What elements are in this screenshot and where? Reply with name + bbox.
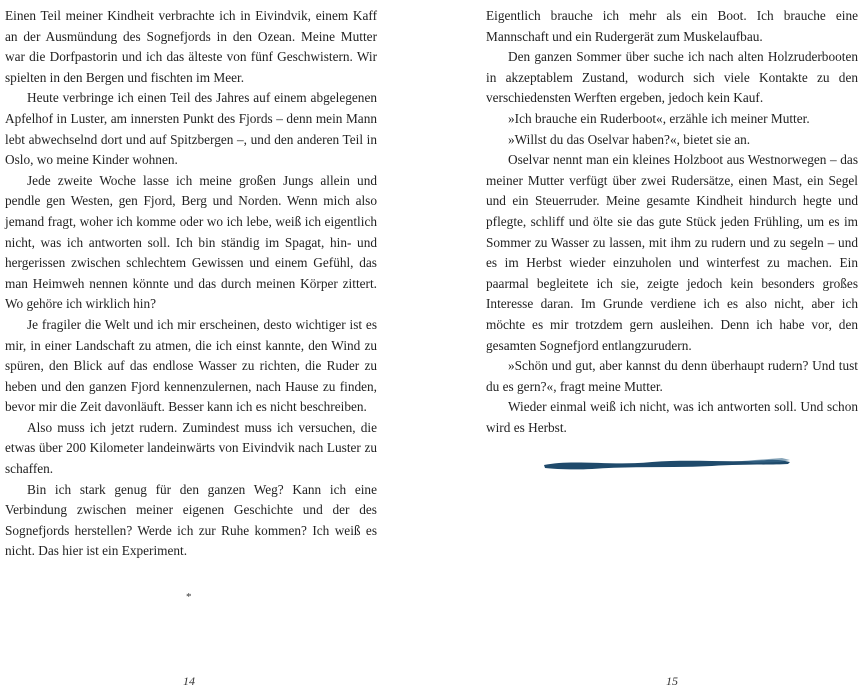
brush-stroke-decoration: [542, 453, 792, 475]
paragraph: Oselvar nennt man ein kleines Holzboot aus Westnorwegen – das meiner Mutter verfügt über zwei Rudersätze, einen Mast, ein Segel und ein Steuerruder. Meine gesamte Kindheit hindurch hegte und pflegte, schliff und ölte sie das gute Stück jeden Frühling, um es im Sommer zu Wasser zu lassen, mit ihm zu rudern und zu segeln – und es im Herbst wieder einzuholen und winterfest zu machen. Ein paarmal begleitete ich sie, zeigte jedoch kein besonders großes Interesse daran. Im Grunde verdiene ich es also nicht, aber ich möchte es mir trotzdem gern ausleihen. Denn ich habe vor, den gesamten Sognefjord entlangzurudern.: [486, 152, 858, 353]
page-number-left: 14: [183, 674, 195, 688]
paragraph: Also muss ich jetzt rudern. Zumindest muss ich versuchen, die etwas über 200 Kilometer landeinwärts von Eivindvik nach Luster zu schaffen.: [5, 419, 377, 477]
paragraph: Je fragiler die Welt und ich mir erscheinen, desto wichtiger ist es mir, in einer Landschaft zu atmen, die ich einst kannte, den Wind zu spüren, den Blick auf das endlose Wasser zu richten, die Ruder zu heben und den ganzen Fjord kennenzulernen, nach Hause zu finden, bevor mir die Zeit davonläuft. Besser kann ich es nicht beschreiben.: [5, 316, 377, 415]
paragraph: Eigentlich brauche ich mehr als ein Boot. Ich brauche eine Mannschaft und ein Rudergerät zum Muskelaufbau.: [486, 8, 858, 44]
paragraph: Wieder einmal weiß ich nicht, was ich antworten soll. Und schon wird es Herbst.: [486, 399, 858, 435]
left-page: [5, 6, 377, 562]
section-separator: *: [186, 591, 192, 603]
paragraph: »Ich brauche ein Ruderboot«, erzähle ich meiner Mutter.: [508, 110, 810, 126]
paragraph: Den ganzen Sommer über suche ich nach alten Holzruderbooten in akzeptablem Zustand, wodurch sich viele Kontakte zu den verschiedensten Werften ergeben, jedoch kein Kauf.: [486, 49, 858, 106]
paragraph: Heute verbringe ich einen Teil des Jahres auf einem abgelegenen Apfelhof in Luster, am innersten Punkt des Fjords – denn mein Mann lebt abwechselnd dort und auf Spitzbergen –, und den anderen Teil in Oslo, wo meine Kinder wohnen.: [5, 90, 377, 168]
paragraph: »Willst du das Oselvar haben?«, bietet sie an.: [508, 131, 751, 147]
paragraph: »Schön und gut, aber kannst du denn überhaupt rudern? Und tust du es gern?«, fragt meine Mutter.: [486, 358, 858, 394]
paragraph: Jede zweite Woche lasse ich meine großen Jungs allein und pendle gen Westen, gen Fjord, Berg und Norden. Wenn mich also jemand fragt, woher ich komme oder wo ich lebe, weiß ich eigentlich nicht, was ich antworten soll. Ich bin ständig im Spagat, hin- und hergerissen zwischen schlechtem Gewissen und einem Gefühl, das man Heimweh nennen könnte und das durch meinen Körper zittert. Wo gehöre ich wirklich hin?: [5, 172, 377, 312]
paragraph: Bin ich stark genug für den ganzen Weg? Kann ich eine Verbindung zwischen meiner eigenen Geschichte und der des Sognefjords herstellen? Werde ich zur Ruhe kommen? Ich weiß es nicht. Das hier ist ein Experiment.: [5, 481, 377, 559]
right-page: [486, 6, 858, 438]
page-number-right: 15: [666, 674, 678, 688]
paragraph: Einen Teil meiner Kindheit verbrachte ich in Eivindvik, einem Kaff an der Ausmündung des Sognefjords in den Ozean. Meine Mutter war die Dorfpastorin und ich das älteste von fünf Geschwistern. Wir spielten in den Bergen und fischten im Meer.: [5, 8, 377, 85]
